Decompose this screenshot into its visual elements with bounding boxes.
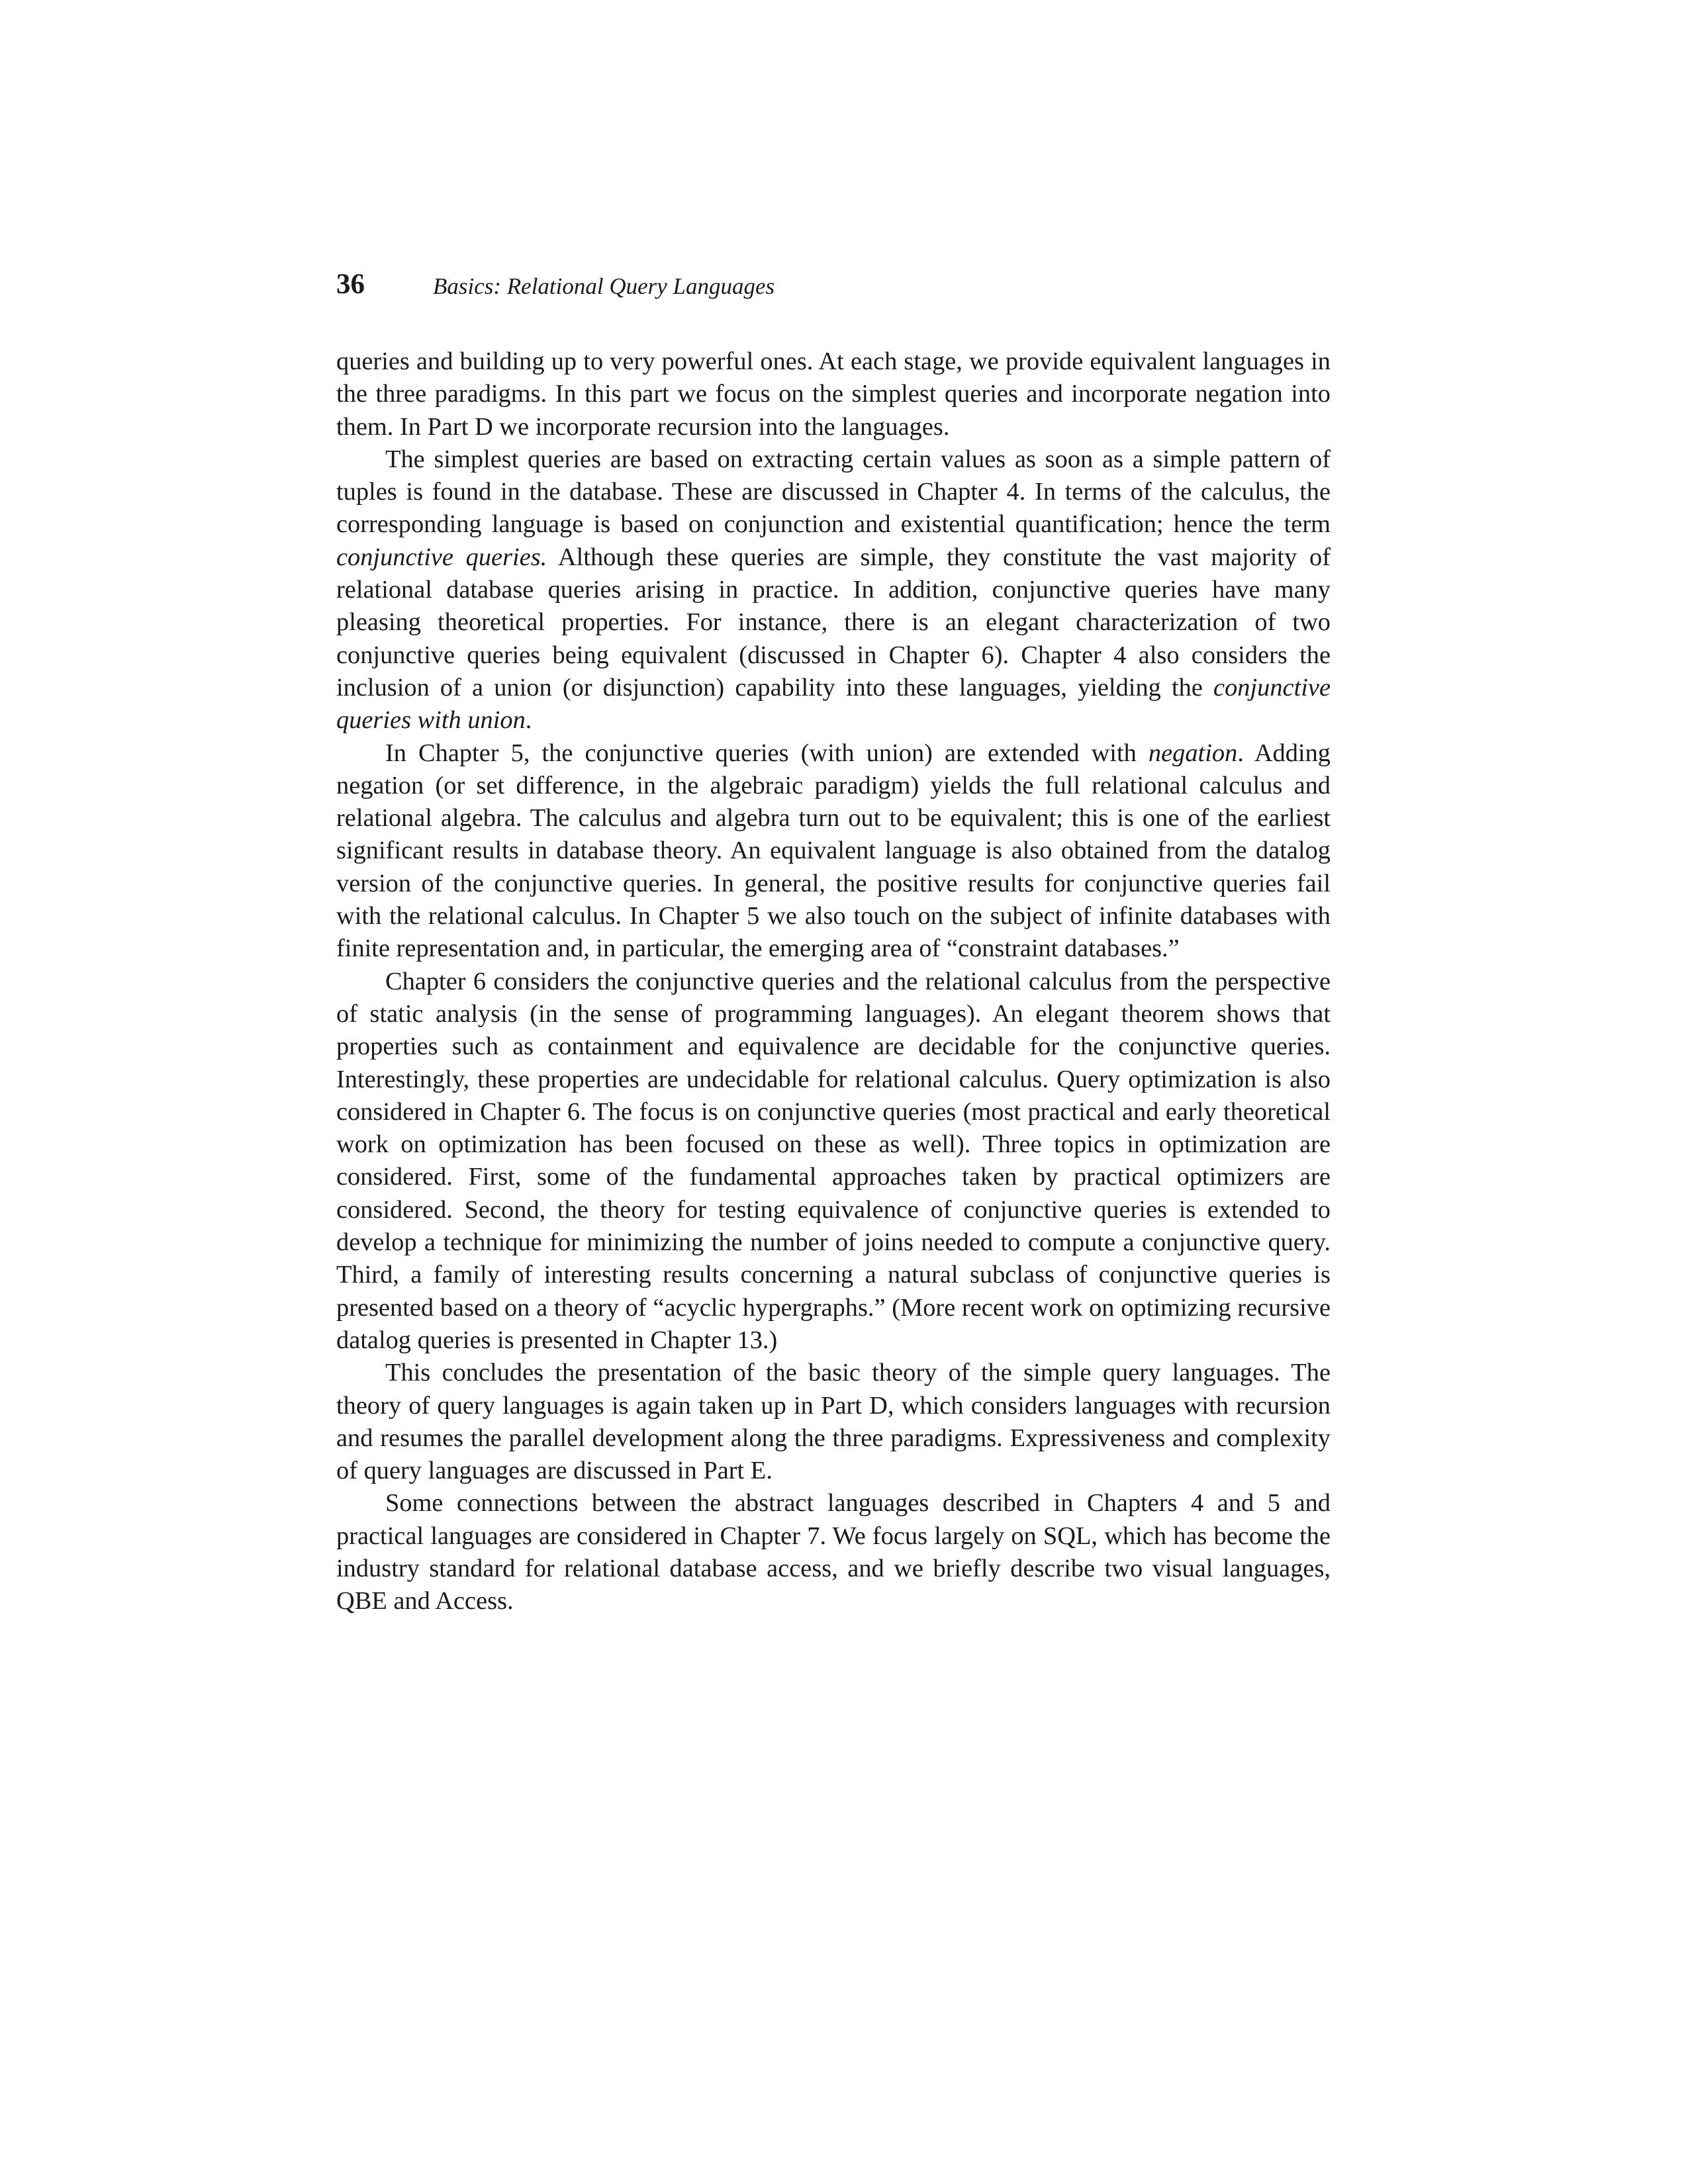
paragraph	[336, 1487, 1331, 1617]
paragraph-text: Chapter 6 considers the conjunctive queries and the relational calculus from the perspective of static analysis (in the sense of programming languages). An elegant theorem shows that properties such as containment and equivalence are decidable for the conjunctive queries. Interestingly, these properties are undecidable for relational calculus. Query optimization is also considered in Chapter 6. The focus is on conjunctive queries (most practical and early theoretical work on optimization has been focused on these as well). Three topics in optimization are considered. First, some of the fundamental approaches taken by practical optimizers are considered. Second, the theory for testing equivalence of conjunctive queries is extended to develop a technique for minimizing the number of joins needed to compute a conjunctive query. Third, a family of interesting results concerning a natural subclass of conjunctive queries is presented based on a theory of “acyclic hypergraphs.” (More recent work on optimizing recursive datalog queries is presented in Chapter 13.)	[336, 967, 1331, 1354]
running-head: Basics: Relational Query Languages	[433, 273, 775, 299]
paragraph	[336, 443, 1331, 737]
term-conjunctive-queries: conjunctive queries.	[336, 543, 547, 571]
term-conjunctive-queries-with-union: conjunctive queries with union	[336, 673, 1331, 735]
paragraph	[336, 345, 1331, 443]
paragraph	[336, 966, 1331, 1357]
paragraph-text: The simplest queries are based on extracting certain values as soon as a simple pattern of tuples is found in the database. These are discussed in Chapter 4. In terms of the calculus, the corresponding language is based on conjunction and existential quantification; hence the term	[336, 445, 1331, 539]
paragraph	[336, 1357, 1331, 1487]
paragraph-text: queries and building up to very powerful ones. At each stage, we provide equivalent languages in the three paradigms. In this part we focus on the simplest queries and incorporate negation into them. In Part D we incorporate recursion into the languages.	[336, 347, 1331, 441]
paragraph	[336, 737, 1331, 966]
paragraph-text: .	[525, 706, 532, 735]
paragraph-text: Some connections between the abstract languages described in Chapters 4 and 5 and practical languages are considered in Chapter 7. We focus largely on SQL, which has become the industry standard for relational database access, and we briefly describe two visual languages, QBE and Access.	[336, 1489, 1331, 1615]
paragraph-text: In Chapter 5, the conjunctive queries (with union) are extended with	[385, 739, 1149, 767]
page-header	[336, 265, 1329, 304]
term-negation: negation	[1148, 739, 1238, 767]
paragraph-text: This concludes the presentation of the basic theory of the simple query languages. The theory of query languages is again taken up in Part D, which considers languages with recursion and resumes the parallel development along the three paradigms. Expressiveness and complexity of query languages are discussed in Part E.	[336, 1359, 1331, 1485]
paragraph-text: Although these queries are simple, they constitute the vast majority of relational database queries arising in practice. In addition, conjunctive queries have many pleasing theoretical properties. For instance, there is an elegant characterization of two conjunctive queries being equivalent (discussed in Chapter 6). Chapter 4 also considers the inclusion of a union (or disjunction) capability into these languages, yielding the	[336, 543, 1331, 702]
page-number: 36	[336, 269, 365, 300]
body-text	[336, 345, 1331, 1618]
paragraph-text: . Adding negation (or set difference, in the algebraic paradigm) yields the full relational calculus and relational algebra. The calculus and algebra turn out to be equivalent; this is one of the earliest significant results in database theory. An equivalent language is also obtained from the datalog version of the conjunctive queries. In general, the positive results for conjunctive queries fail with the relational calculus. In Chapter 5 we also touch on the subject of infinite databases with finite representation and, in particular, the emerging area of “constraint databases.”	[336, 739, 1331, 963]
